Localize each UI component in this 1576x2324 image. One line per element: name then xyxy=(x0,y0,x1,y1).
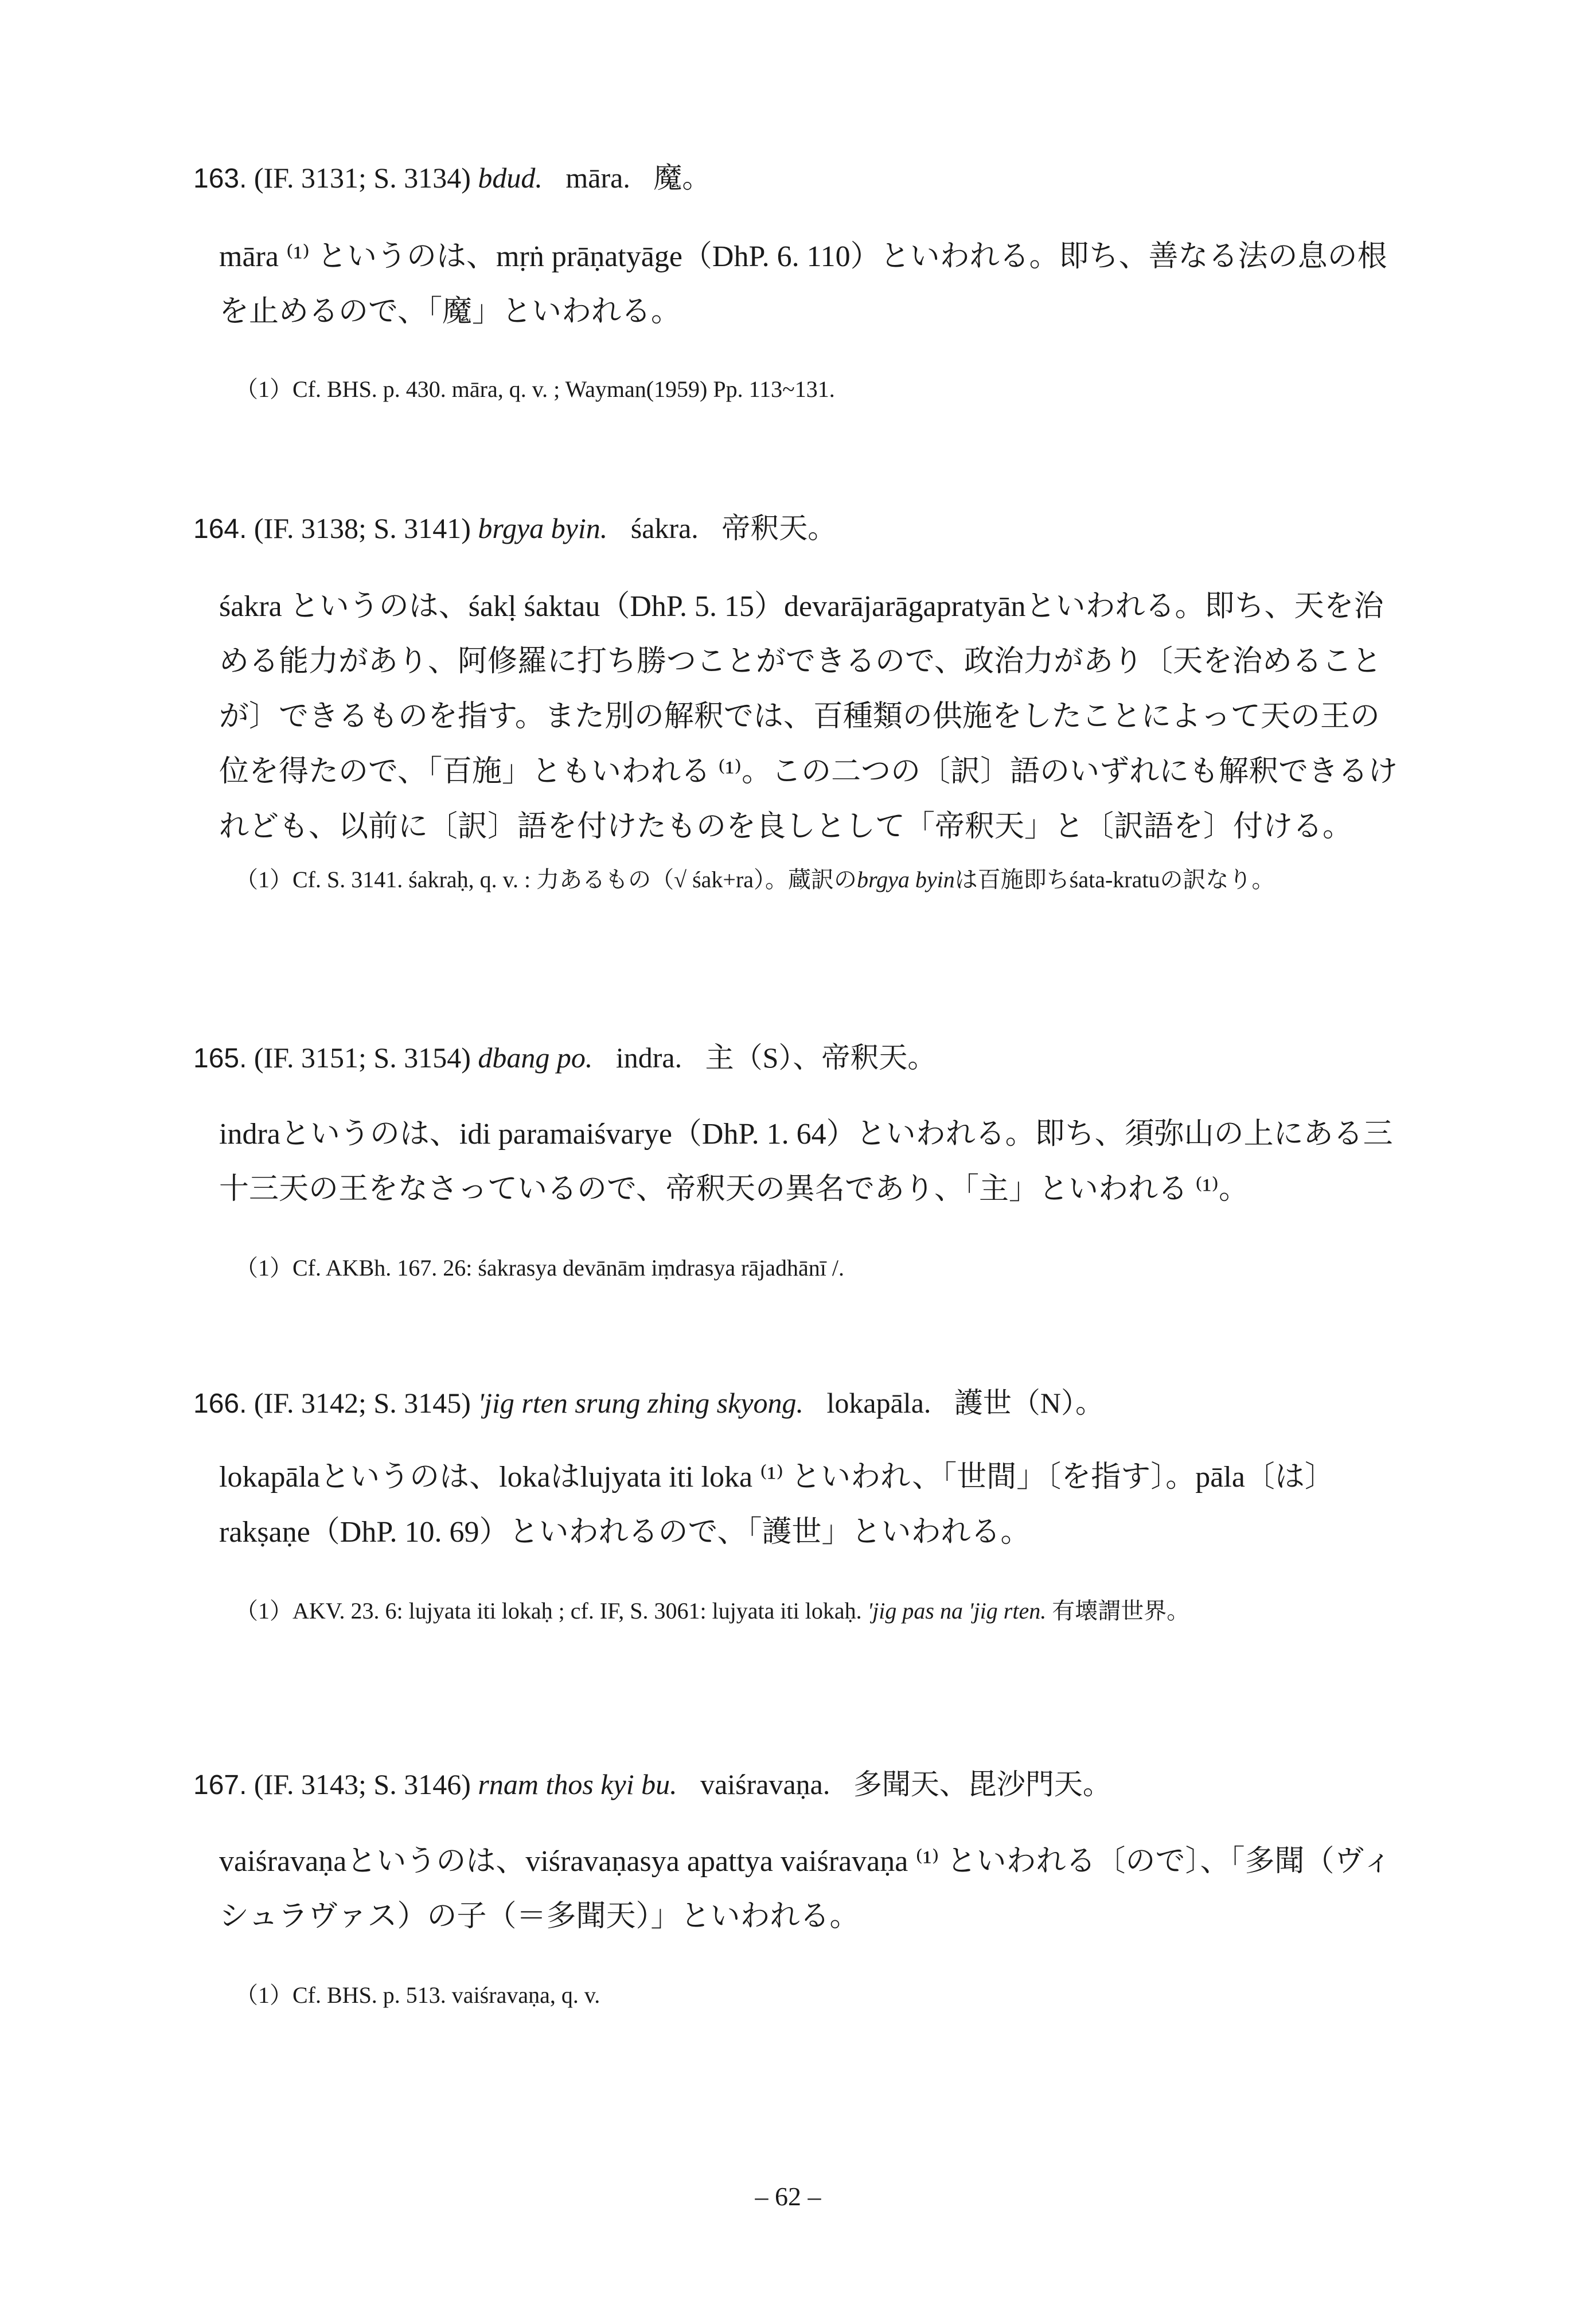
footnote-prefix: （1）AKV. 23. 6: lujyata iti lokaḥ ; cf. IF, S. 3061: lujyata iti lokaḥ. xyxy=(235,1598,868,1624)
entry-ref: (IF. 3151; S. 3154) xyxy=(253,1042,471,1074)
entry-sanskrit: māra. xyxy=(565,162,630,194)
entry-translation: 帝釈天。 xyxy=(721,512,837,544)
entry-166-footnote xyxy=(235,1589,1405,1633)
entry-number: 166. xyxy=(193,1389,247,1419)
entry-translation: 主（S）、帝釈天。 xyxy=(705,1042,937,1074)
entry-tibetan: dbang po. xyxy=(478,1042,593,1074)
entry-sanskrit: indra. xyxy=(615,1042,682,1074)
footnote-prefix: （1）Cf. S. 3141. śakraḥ, q. v. : 力あるもの（√ śak+ra）。蔵訳の xyxy=(235,867,857,892)
entry-number: 164. xyxy=(193,514,247,544)
entry-translation: 多聞天、毘沙門天。 xyxy=(853,1768,1111,1800)
entry-166-heading xyxy=(193,1385,1104,1422)
entry-number: 165. xyxy=(193,1043,247,1074)
entry-165-body: indraというのは、idi paramaiśvarye（DhP. 1. 64）といわれる。即ち、須弥山の上にある三十三天の王をなさっているので、帝釈天の異名であり、「主」といわれる ⁽¹⁾。 xyxy=(219,1118,1393,1206)
entry-tibetan: rnam thos kyi bu. xyxy=(478,1768,677,1800)
entry-164-body: śakra というのは、śakḷ śaktau（DhP. 5. 15）devarājarāgapratyānといわれる。即ち、天を治める能力があり、阿修羅に打ち勝つことができるので、政治力があり〔天を治めることが〕できるものを指す。また別の解釈では、百種類の供施をしたことによって天の王の位を得たので、「百施」ともいわれる ⁽¹⁾。この二つの〔訳〕語のいずれにも解釈できるけれども、以前に〔訳〕語を付けたものを良しとして「帝釈天」と〔訳語を〕付ける。 xyxy=(219,590,1398,843)
entry-ref: (IF. 3138; S. 3141) xyxy=(253,512,471,544)
entry-translation: 護世（N）。 xyxy=(954,1387,1105,1419)
entry-sanskrit: lokapāla. xyxy=(826,1387,931,1419)
footnote-tibetan: 'jig pas na 'jig rten. xyxy=(867,1598,1047,1624)
entry-ref: (IF. 3143; S. 3146) xyxy=(253,1768,471,1800)
entry-ref: (IF. 3131; S. 3134) xyxy=(253,162,471,194)
entry-tibetan: brgya byin. xyxy=(478,512,608,544)
entry-166-body: lokapālaというのは、lokaはlujyata iti loka ⁽¹⁾ といわれ、「世間」〔を指す〕。pāla〔は〕rakṣaṇe（DhP. 10. 69）といわれるので、「護世」といわれる。 xyxy=(219,1461,1335,1549)
entry-167-footnote: （1）Cf. BHS. p. 513. vaiśravaṇa, q. v. xyxy=(235,1982,600,2008)
entry-167-heading xyxy=(193,1767,1111,1803)
entry-164-footnote xyxy=(235,857,1405,902)
page-number: – 62 – xyxy=(755,2182,821,2211)
footnote-tibetan: brgya byin xyxy=(857,867,955,892)
entry-167-body: vaiśravaṇaというのは、viśravaṇasya apattya vaiśravaṇa ⁽¹⁾ といわれる〔ので〕、「多聞（ヴィシュラヴァス）の子（＝多聞天）」といわれる。 xyxy=(219,1845,1392,1933)
entry-sanskrit: vaiśravaṇa. xyxy=(700,1768,830,1800)
entry-translation: 魔。 xyxy=(653,162,711,194)
entry-163-footnote: （1）Cf. BHS. p. 430. māra, q. v. ; Wayman(1959) Pp. 113~131. xyxy=(235,376,835,402)
entry-163-body: māra ⁽¹⁾ というのは、mṛṅ prāṇatyāge（DhP. 6. 110）といわれる。即ち、善なる法の息の根を止めるので、「魔」といわれる。 xyxy=(219,240,1387,328)
entry-165-heading xyxy=(193,1040,936,1077)
footnote-suffix: 有壊謂世界。 xyxy=(1046,1598,1190,1624)
entry-number: 167. xyxy=(193,1770,247,1800)
entry-164-heading xyxy=(193,510,836,547)
entry-163-heading xyxy=(193,160,711,197)
entry-number: 163. xyxy=(193,163,247,194)
entry-165-footnote: （1）Cf. AKBh. 167. 26: śakrasya devānām iṃdrasya rājadhānī /. xyxy=(235,1255,844,1281)
footnote-suffix: は百施即ちśata-kratuの訳なり。 xyxy=(954,867,1275,892)
entry-tibetan: bdud. xyxy=(478,162,543,194)
entry-tibetan: 'jig rten srung zhing skyong. xyxy=(478,1387,804,1419)
entry-ref: (IF. 3142; S. 3145) xyxy=(253,1387,471,1419)
entry-sanskrit: śakra. xyxy=(630,512,699,544)
